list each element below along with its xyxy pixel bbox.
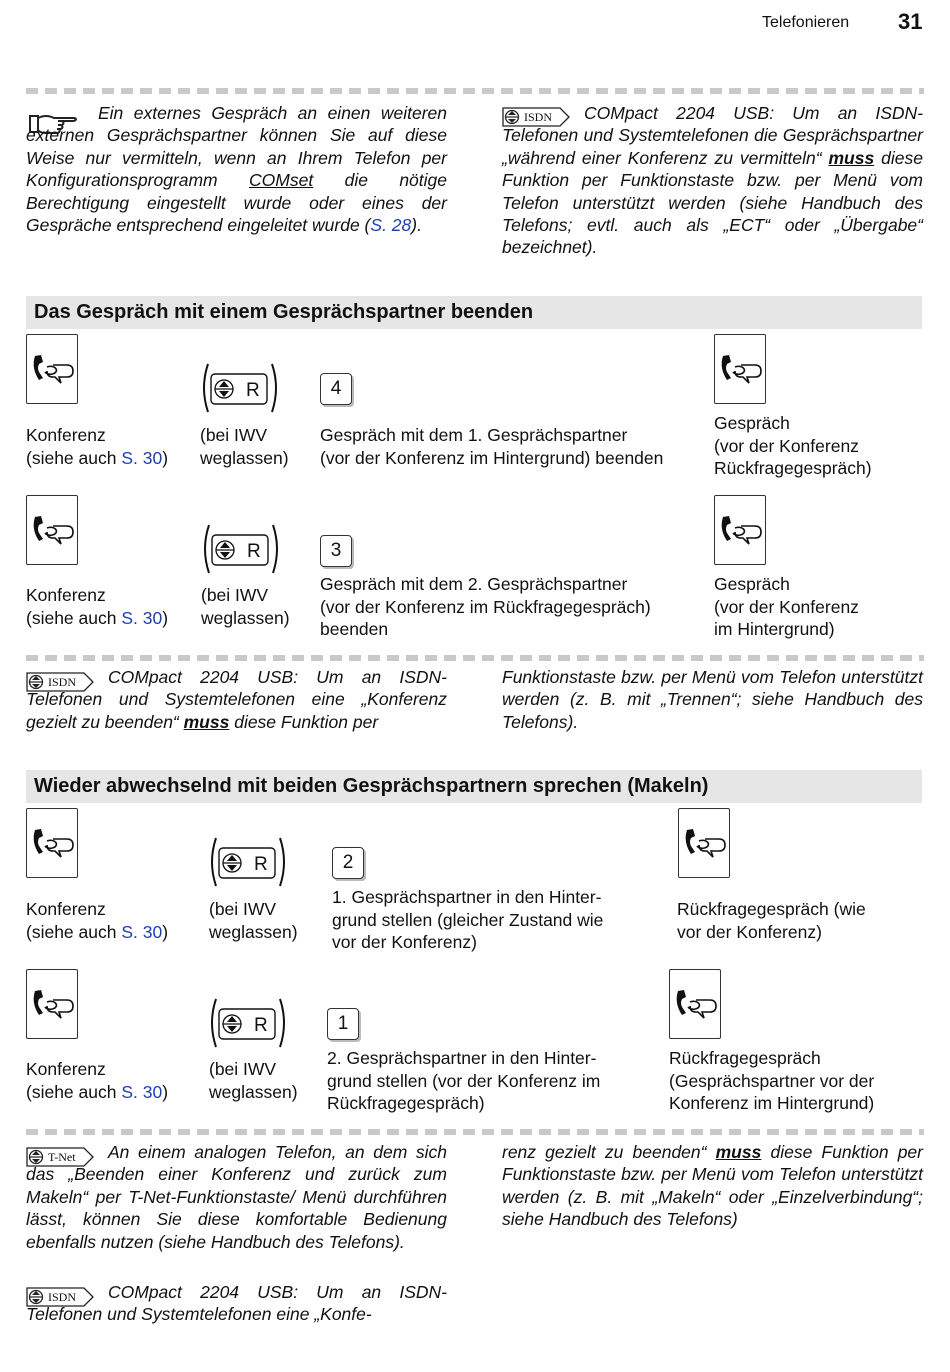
page-link[interactable]: S. 30	[121, 1081, 163, 1102]
handset-conversation-icon	[714, 334, 766, 404]
label-line: grund stellen (gleicher Zustand wie	[332, 909, 604, 930]
handset-conference-icon	[26, 495, 78, 565]
running-header-title: Telefonieren	[762, 14, 850, 31]
label-line: Konferenz	[26, 899, 106, 919]
label-line: Rückfragegespräch)	[327, 1093, 485, 1113]
step-label-result	[714, 573, 859, 641]
label-line: weglassen)	[201, 607, 290, 628]
label-line: Gespräch	[714, 413, 790, 433]
divider	[26, 88, 924, 94]
label-line: Konferenz	[26, 585, 106, 605]
label-line: weglassen)	[209, 1081, 298, 1102]
note-isdn-makeln	[26, 1281, 447, 1326]
label-line: (vor der Konferenz	[714, 596, 859, 617]
label-text: (siehe auch	[26, 607, 122, 628]
label-text: )	[162, 607, 169, 628]
label-line: (vor der Konferenz	[714, 435, 859, 456]
note-text: COMpact 2204 USB: Um an ISDN-Telefonen und Systemtelefonen eine „Konfe-	[26, 1282, 447, 1325]
divider	[26, 655, 924, 661]
note-text: diese Funktion per Funktionstaste bzw. per Menü vom Telefon unterstützt werden (siehe Handbuch des Telefons; evtl. auch als „ECT“ oder „Übergabe“ bezeichnet).	[502, 147, 923, 258]
r-key-letter: R	[247, 541, 261, 562]
tag-label: T-Net	[48, 1150, 76, 1164]
label-line: vor der Konferenz)	[677, 921, 822, 942]
step-label-action	[332, 886, 603, 954]
label-text: )	[162, 921, 169, 942]
digit-key: 2	[332, 847, 364, 879]
label-line: (bei IWV	[209, 1059, 277, 1079]
emphasis-muss: muss	[828, 147, 875, 168]
r-key-icon	[208, 836, 288, 888]
step-label-result	[677, 898, 866, 943]
digit-key: 1	[327, 1008, 359, 1040]
step-label-iwv	[209, 1058, 298, 1103]
label-line: weglassen)	[209, 921, 298, 942]
note-text: ).	[411, 215, 422, 236]
label-text: )	[162, 447, 169, 468]
label-line: 1. Gesprächspartner in den Hinter-	[332, 887, 602, 907]
note-text: renz gezielt zu beenden“	[502, 1142, 716, 1162]
note-text: die nötige Berechtigung eingestellt wurde oder eines der Gespräche entsprechend eingeleitet wurde (	[26, 170, 448, 236]
note-text: COMpact 2204 USB: Um an ISDN-Telefonen und Systemtelefonen eine „Konferenz gezielt zu beenden“	[26, 667, 447, 732]
emphasis-muss: muss	[183, 711, 230, 732]
label-line: (bei IWV	[200, 425, 268, 445]
step-label-action	[320, 424, 663, 469]
note-text: diese Funktion per	[229, 711, 379, 732]
label-line	[26, 921, 168, 944]
label-line: Gespräch mit dem 1. Gesprächspartner	[320, 425, 628, 445]
digit-key: 3	[320, 535, 352, 567]
handset-conference-icon	[26, 334, 78, 404]
label-line: Rückfragegespräch	[669, 1048, 821, 1068]
label-line: Rückfragegespräch (wie	[677, 899, 866, 919]
r-key-letter: R	[254, 1015, 268, 1036]
tag-label: ISDN	[48, 1290, 77, 1304]
page-link[interactable]: S. 28	[370, 215, 412, 236]
page-link[interactable]: S. 30	[121, 921, 163, 942]
emphasis-muss: muss	[715, 1142, 762, 1162]
label-line: vor der Konferenz)	[332, 932, 477, 952]
note-isdn-makeln-cont	[502, 1141, 923, 1231]
r-key-icon	[200, 362, 280, 414]
handset-consultation-icon	[678, 808, 730, 878]
step-label-conference	[26, 1058, 168, 1103]
handset-consultation-icon	[669, 969, 721, 1039]
step-label-iwv	[201, 584, 290, 629]
section-heading: Wieder abwechselnd mit beiden Gesprächspartnern sprechen (Makeln)	[26, 770, 922, 803]
r-key-letter: R	[254, 854, 268, 875]
r-key-icon	[201, 523, 281, 575]
r-key-icon	[208, 997, 288, 1049]
label-line	[26, 1081, 168, 1104]
label-line: Rückfragegespräch)	[714, 458, 872, 478]
note-text: An einem analogen Telefon, an dem sich das „Beenden einer Konferenz und zurück zum Makeln“ per T-Net-Funktionstaste/ Menü durchführen lässt, können Sie diese komfortable Bedienung ebenfalls nutzen (siehe Handbuch des Telefons).	[26, 1142, 447, 1252]
label-line: (bei IWV	[201, 585, 269, 605]
step-label-result	[714, 412, 872, 480]
note-text: diese Funktion per Funktionstaste bzw. per Menü vom Telefon unterstützt werden (z. B. mit „Makeln“ oder „Einzelverbindung“; siehe Handbuch des Telefons)	[502, 1142, 923, 1230]
label-line: (Gesprächspartner vor der	[669, 1070, 875, 1091]
label-line: Gespräch	[714, 574, 790, 594]
label-line: Konferenz im Hintergrund)	[669, 1093, 875, 1113]
label-line: Konferenz	[26, 425, 106, 445]
label-line: weglassen)	[200, 447, 289, 468]
r-key-letter: R	[246, 380, 260, 401]
note-forwarding	[26, 102, 447, 236]
page-link[interactable]: S. 30	[121, 607, 163, 628]
label-line: (vor der Konferenz im Hintergrund) beenden	[320, 447, 664, 468]
page-number: 31	[898, 9, 923, 34]
note-isdn-end-conference-cont: Funktionstaste bzw. per Menü vom Telefon unterstützt werden (z. B. mit „Trennen“; siehe Handbuch des Telefons).	[502, 667, 923, 732]
label-text: (siehe auch	[26, 447, 122, 468]
section-heading: Das Gespräch mit einem Gesprächspartner beenden	[26, 296, 922, 329]
tag-label: ISDN	[48, 675, 77, 689]
comset-term: COMset	[249, 170, 314, 191]
label-line: (vor der Konferenz im Rückfragegespräch)	[320, 596, 651, 617]
label-text: (siehe auch	[26, 921, 122, 942]
step-label-result	[669, 1047, 874, 1115]
note-text: COMpact 2204 USB: Um an ISDN-Telefonen und Systemtelefonen die Gesprächspartner „während einer Konferenz zu vermitteln“	[502, 103, 923, 168]
handset-conference-icon	[26, 969, 78, 1039]
label-line: (bei IWV	[209, 899, 277, 919]
label-line: grund stellen (vor der Konferenz im	[327, 1070, 601, 1091]
step-label-action	[327, 1047, 600, 1115]
note-tnet	[26, 1141, 447, 1253]
label-line: Konferenz	[26, 1059, 106, 1079]
label-text: )	[162, 1081, 169, 1102]
label-line: 2. Gesprächspartner in den Hinter-	[327, 1048, 597, 1068]
note-isdn-end-conference	[26, 666, 447, 733]
label-line: im Hintergrund)	[714, 619, 835, 639]
page-link[interactable]: S. 30	[121, 447, 163, 468]
label-line: beenden	[320, 619, 389, 639]
step-label-conference	[26, 424, 168, 469]
label-line	[26, 447, 168, 470]
note-isdn-forwarding	[502, 102, 923, 259]
handset-conference-icon	[26, 808, 78, 878]
label-text: (siehe auch	[26, 1081, 122, 1102]
step-label-action	[320, 573, 651, 641]
label-line: Gespräch mit dem 2. Gesprächspartner	[320, 574, 628, 594]
handset-conversation-icon	[714, 495, 766, 565]
tag-label: ISDN	[524, 110, 553, 124]
divider	[26, 1129, 924, 1135]
digit-key: 4	[320, 373, 352, 405]
step-label-conference	[26, 898, 168, 943]
step-label-iwv	[209, 898, 298, 943]
note-text: Ein externes Gespräch an einen weiteren externen Gesprächspartner können Sie auf diese Weise nur vermitteln, wenn an Ihrem Telefon per Konfigurationsprogramm	[26, 103, 447, 191]
step-label-iwv	[200, 424, 289, 469]
step-label-conference	[26, 584, 168, 629]
label-line	[26, 607, 168, 630]
